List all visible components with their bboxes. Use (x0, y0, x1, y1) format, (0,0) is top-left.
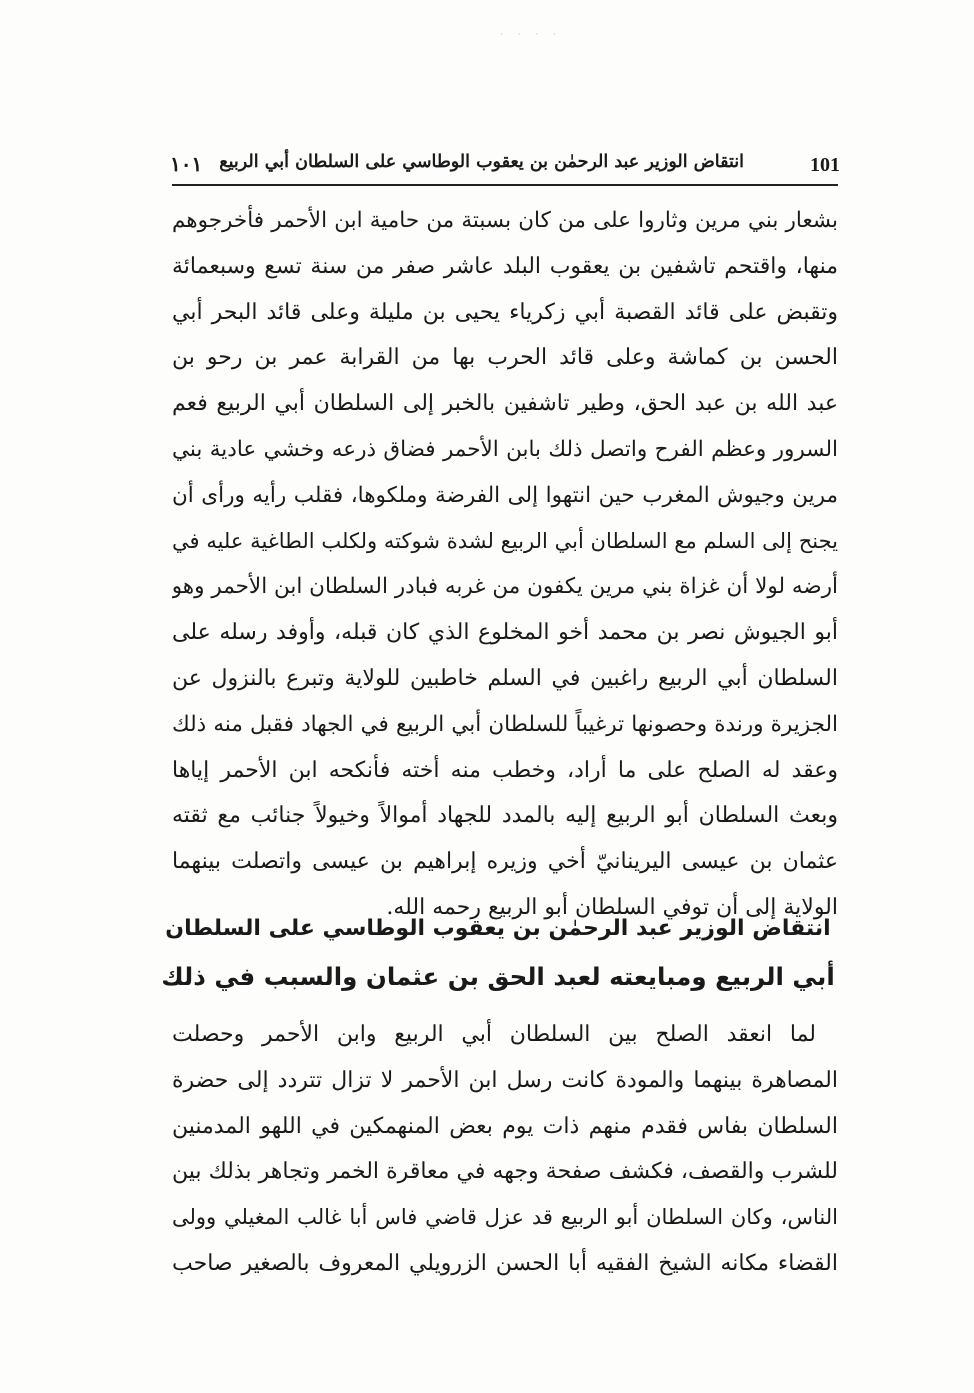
text-line: عثمان بن عيسى اليرينانيّ أخي وزيره إبراهيم بن عيسى واتصلت بينهما (172, 849, 838, 875)
text-line: السلطان بفاس فقدم منهم ذات يوم بعض المنهمكين في اللهو المدمنين (172, 1113, 838, 1139)
page-number-latin: 101 (810, 154, 840, 176)
scan-marks: · · · · (500, 30, 563, 40)
header-rule (172, 184, 838, 186)
text-line: الحسن بن كماشة وعلى قائد الحرب بها من القرابة عمر بن رحو بن (172, 345, 838, 371)
text-line: الولاية إلى أن توفي السلطان أبو الربيع رحمه الله. (386, 894, 838, 920)
text-line: وعقد له الصلح على ما أراد، وخطب منه أخته فأنكحه ابن الأحمر إياها (172, 757, 838, 783)
paragraph-2 (172, 1012, 838, 1287)
section-heading-line-1: انتقاض الوزير عبد الرحمٰن بن يعقوب الوطاسي على السلطان (165, 916, 831, 941)
text-line: السرور وعظم الفرح واتصل ذلك بابن الأحمر فضاق ذرعه وخشي عادية بني (172, 436, 838, 462)
running-header-title: انتقاض الوزير عبد الرحمٰن بن يعقوب الوطاسي على السلطان أبي الربيع (219, 152, 744, 172)
text-line: الجزيرة ورندة وحصونها ترغيباً للسلطان أبي الربيع في الجهاد فقبل منه ذلك (172, 711, 838, 737)
text-line: أبو الجيوش نصر بن محمد أخو المخلوع الذي كان قبله، وأوفد رسله على (172, 620, 838, 646)
text-line: القضاء مكانه الشيخ الفقيه أبا الحسن الزرويلي المعروف بالصغير صاحب (172, 1250, 838, 1276)
text-line: بشعار بني مرين وثاروا على من كان بسبتة من حامية ابن الأحمر فأخرجوهم (172, 208, 838, 233)
text-line: منها، واقتحم تاشفين بن يعقوب البلد عاشر صفر من سنة تسع وسبعمائة (172, 253, 838, 279)
section-heading-line-2: أبي الربيع ومبايعته لعبد الحق بن عثمان والسبب في ذلك (161, 962, 835, 991)
text-line: لما انعقد الصلح بين السلطان أبي الربيع وابن الأحمر وحصلت (172, 1022, 816, 1047)
text-line: وبعث السلطان أبو الربيع إليه بالمدد للجهاد أموالاً وخيولاً جنائب مع ثقته (172, 803, 838, 829)
text-line: عبد الله بن عبد الحق، وطير تاشفين بالخبر إلى السلطان أبي الربيع فعم (172, 391, 838, 417)
text-line: المصاهرة بينهما والمودة كانت رسل ابن الأحمر لا تزال تتردد إلى حضرة (172, 1067, 838, 1093)
paragraph-1 (172, 198, 838, 931)
text-line: يجنح إلى السلم مع السلطان أبي الربيع لشدة شوكته ولكلب الطاغية عليه في (172, 528, 838, 553)
text-line: أرضه لولا أن غزاة بني مرين يكفون من غربه فبادر السلطان ابن الأحمر وهو (172, 574, 838, 600)
page-number-arabic: ١٠١ (170, 152, 203, 176)
text-line: السلطان أبي الربيع راغبين في السلم خاطبين للولاية وتبرع بالنزول عن (172, 665, 838, 691)
text-line: للشرب والقصف، فكشف صفحة وجهه في معاقرة الخمر وتجاهر بذلك بين (172, 1159, 838, 1185)
running-header (170, 148, 840, 182)
text-line: وتقبض على قائد القصبة أبي زكرياء يحيى بن مليلة وعلى قائد البحر أبي (172, 299, 838, 325)
section-heading (160, 905, 836, 1001)
text-line: مرين وجيوش المغرب حين انتهوا إلى الفرضة وملكوها، فقلب رأيه ورأى أن (172, 482, 838, 508)
text-line: الناس، وكان السلطان أبو الربيع قد عزل قاضي فاس أبا غالب المغيلي وولى (172, 1205, 838, 1230)
